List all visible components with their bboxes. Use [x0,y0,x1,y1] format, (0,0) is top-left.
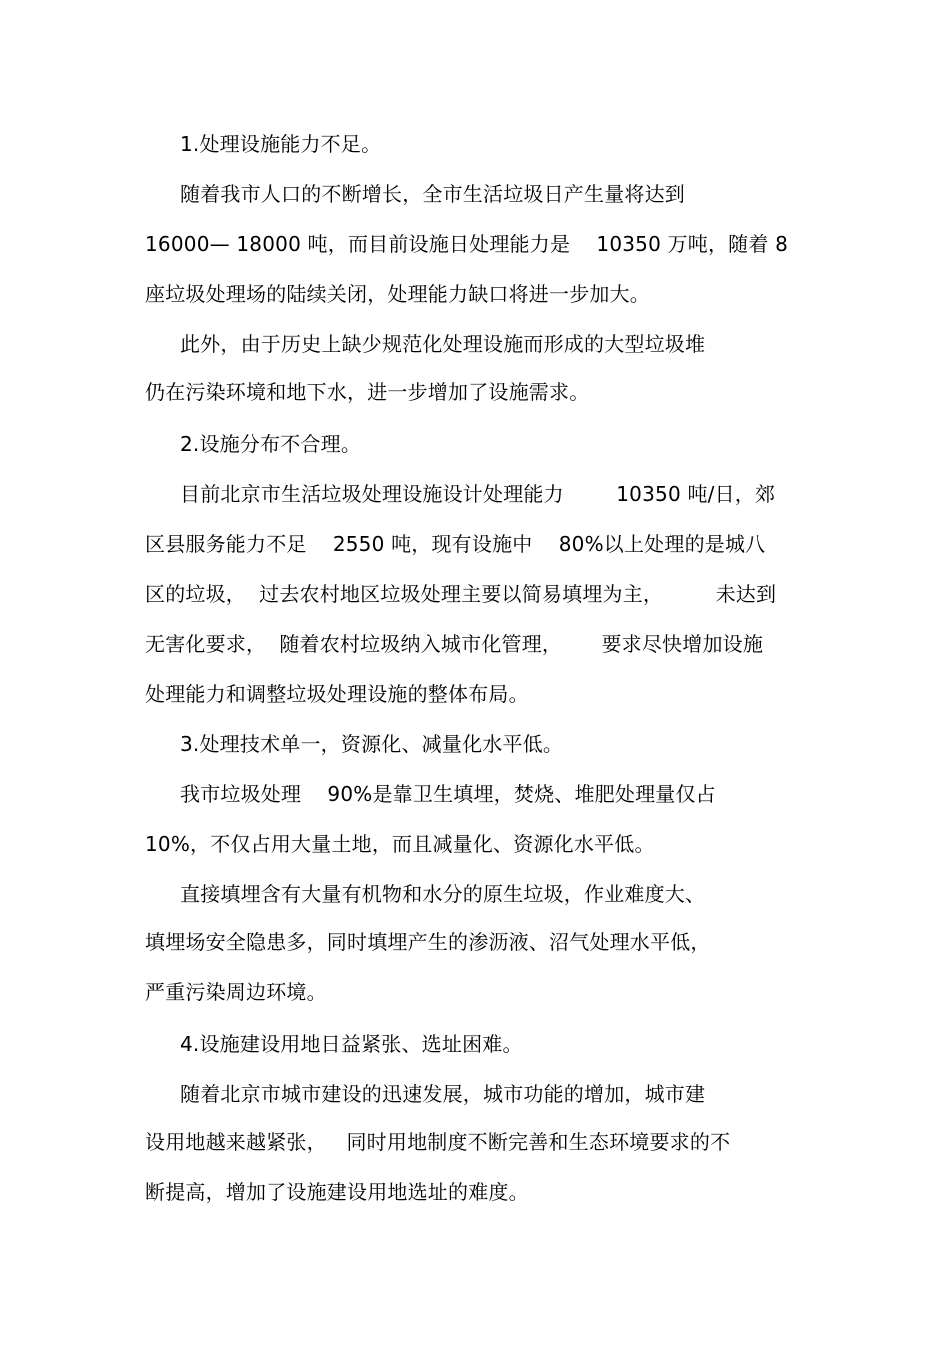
paragraph-line: 10%，不仅占用大量土地，而且减量化、资源化水平低。 [145,832,655,856]
heading-1: 1.处理设施能力不足。 [180,132,382,156]
paragraph-line: 填埋场安全隐患多，同时填埋产生的渗沥液、沼气处理水平低， [145,930,711,954]
heading-2: 2.设施分布不合理。 [180,432,362,456]
paragraph-line: 座垃圾处理场的陆续关闭，处理能力缺口将进一步加大。 [145,282,650,306]
paragraph-line: 断提高，增加了设施建设用地选址的难度。 [145,1180,529,1204]
paragraph-line: 仍在污染环境和地下水，进一步增加了设施需求。 [145,380,590,404]
paragraph-line: 16000— 18000 吨，而目前设施日处理能力是 10350 万吨，随着 8 [145,232,789,256]
heading-4: 4.设施建设用地日益紧张、选址困难。 [180,1032,523,1056]
paragraph-line: 设用地越来越紧张， 同时用地制度不断完善和生态环境要求的不 [145,1130,731,1154]
paragraph-line: 随着我市人口的不断增长，全市生活垃圾日产生量将达到 [180,182,685,206]
paragraph-line: 区县服务能力不足 2550 吨，现有设施中 80%以上处理的是城八 [145,532,766,556]
paragraph-line: 直接填埋含有大量有机物和水分的原生垃圾，作业难度大、 [180,882,706,906]
paragraph-line: 我市垃圾处理 90%是靠卫生填埋，焚烧、堆肥处理量仅占 [180,782,716,806]
paragraph-line: 处理能力和调整垃圾处理设施的整体布局。 [145,682,529,706]
paragraph-line: 此外，由于历史上缺少规范化处理设施而形成的大型垃圾堆 [180,332,706,356]
paragraph-line: 无害化要求， 随着农村垃圾纳入城市化管理， 要求尽快增加设施 [145,632,764,656]
paragraph-line: 随着北京市城市建设的迅速发展，城市功能的增加，城市建 [180,1082,706,1106]
paragraph-line: 严重污染周边环境。 [145,980,327,1004]
paragraph-line: 区的垃圾， 过去农村地区垃圾处理主要以简易填埋为主， 未达到 [145,582,777,606]
paragraph-line: 目前北京市生活垃圾处理设施设计处理能力 10350 吨/日，郊 [180,482,776,506]
heading-3: 3.处理技术单一，资源化、减量化水平低。 [180,732,564,756]
